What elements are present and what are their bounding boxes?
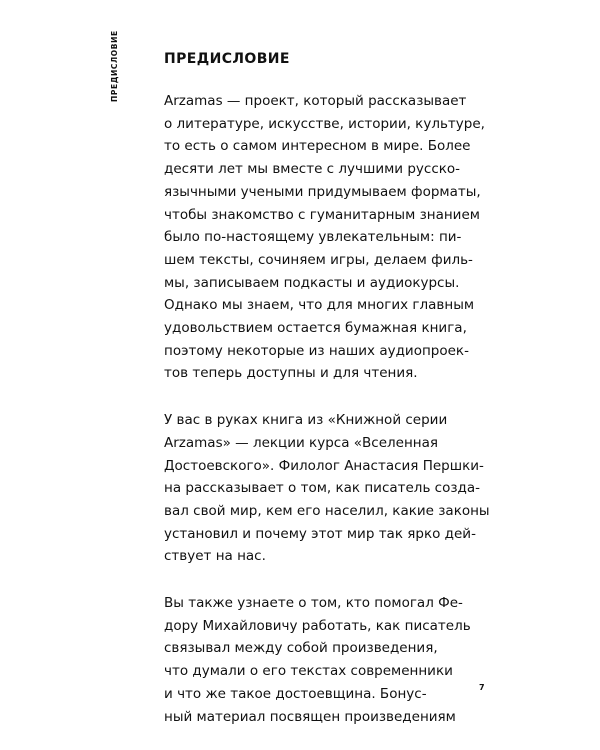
chapter-title: ПРЕДИСЛОВИЕ — [164, 51, 290, 67]
page-number: 7 — [479, 683, 485, 692]
text-line: поэтому некоторые из наших аудиопроек- — [164, 342, 469, 359]
text-line: Arzamas» — лекции курса «Вселенная — [164, 434, 438, 451]
text-line: было по-настоящему увлекательным: пи- — [164, 229, 462, 246]
text-line: шем тексты, сочиняем игры, делаем филь- — [164, 251, 473, 268]
text-line: ствует на нас. — [164, 548, 266, 565]
text-line: то есть о самом интересном в мире. Более — [164, 138, 471, 155]
text-line: о литературе, искусстве, истории, культуре, — [164, 115, 485, 132]
text-line: вал свой мир, кем его населил, какие законы — [164, 502, 490, 519]
paragraph-3 — [164, 592, 484, 728]
text-line: Arzamas — проект, который рассказывает — [164, 93, 467, 109]
running-head: ПРЕДИСЛОВИЕ — [110, 30, 119, 102]
text-line: мы, записываем подкасты и аудиокурсы. — [164, 274, 460, 291]
paragraph-2 — [164, 409, 490, 568]
text-line: ный материал посвящен произведениям — [164, 708, 456, 725]
text-line: Достоевского». Филолог Анастасия Першки- — [164, 457, 484, 474]
text-line: что думали о его текстах современники — [164, 663, 453, 680]
text-line: дору Михайловичу работать, как писатель — [164, 617, 471, 634]
text-line: установил и почему этот мир так ярко дей- — [164, 525, 476, 542]
text-line: на рассказывает о том, как писатель созда- — [164, 480, 481, 497]
text-line: связывал между собой произведения, — [164, 640, 438, 657]
text-line: У вас в руках книга из «Книжной серии — [164, 412, 448, 429]
text-line: язычными учеными придумываем форматы, — [164, 183, 481, 200]
text-line: десяти лет мы вместе с лучшими русско- — [164, 161, 461, 178]
body-text — [164, 90, 490, 750]
text-line: Однако мы знаем, что для многих главным — [164, 297, 475, 314]
text-line: Вы также узнаете о том, кто помогал Фе- — [164, 595, 463, 612]
text-line: удовольствием остается бумажная книга, — [164, 320, 467, 337]
paragraph-1 — [164, 90, 484, 385]
text-line: чтобы знакомство с гуманитарным знанием — [164, 206, 480, 223]
text-line: тов теперь доступны и для чтения. — [164, 365, 418, 382]
text-line: и что же такое достоевщина. Бонус- — [164, 685, 427, 702]
